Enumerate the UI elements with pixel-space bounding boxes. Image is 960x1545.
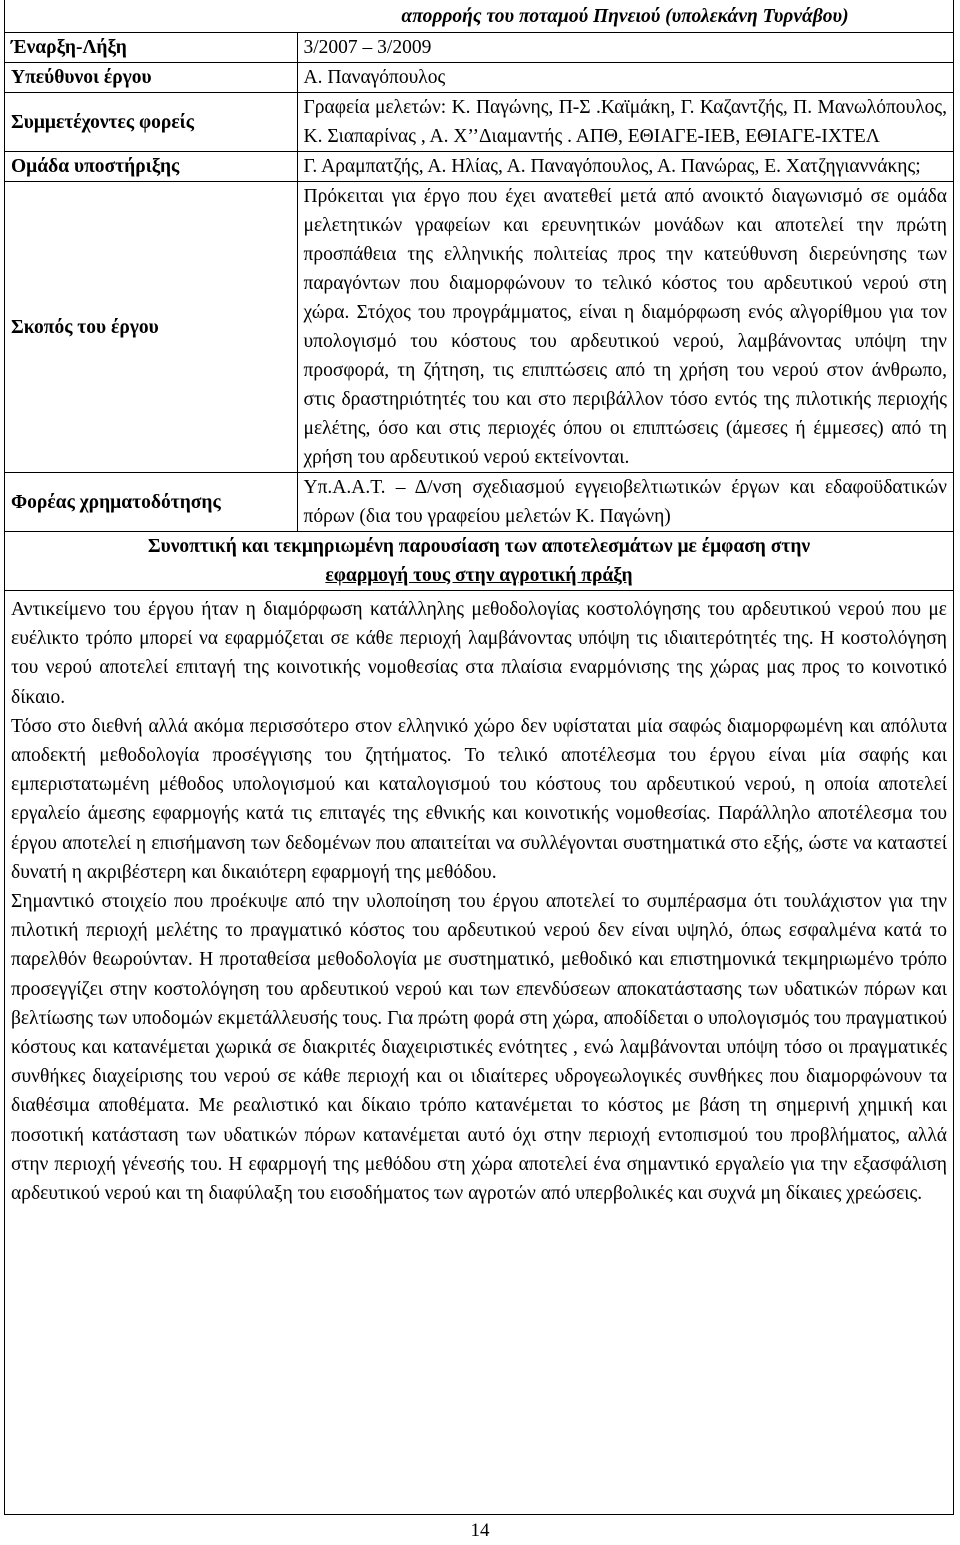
row-label-funding: Φορέας χρηματοδότησης — [5, 473, 297, 532]
table-row — [5, 152, 953, 182]
page-number: 14 — [470, 1520, 490, 1541]
table-row — [5, 473, 953, 532]
table-row — [5, 182, 953, 473]
document-page — [4, 0, 954, 1515]
section-heading-line2: εφαρμογή τους στην αγροτική πράξη — [325, 565, 633, 586]
table-row — [5, 93, 953, 152]
table-title-row — [5, 0, 953, 33]
project-info-table — [5, 0, 953, 591]
row-value-participants: Γραφεία μελετών: Κ. Παγώνης, Π-Σ .Καϊμάκη, Γ. Καζαντζής, Π. Μανωλόπουλος, Κ. Σιαπαρίνας , Α. Χ’’Διαμαντής . ΑΠΘ, ΕΘΙΑΓΕ-ΙΕΒ, ΕΘΙΑΓΕ-ΙΧΤΕΛ — [297, 93, 953, 152]
paragraph: Τόσο στο διεθνή αλλά ακόμα περισσότερο στον ελληνικό χώρο δεν υφίσταται μία σαφώς διαμορφωμένη και απόλυτα αποδεκτή μεθοδολογία προσέγγισης του ζητήματος. Το τελικό αποτέλεσμα του έργου είναι μία σαφής και εμπεριστατωμένη μέθοδος υπολογισμού και καταλογισμού του κόστους του αρδευτικού νερού, η οποία αποτελεί εργαλείο άμεσης εφαρμογής κατά τις επιταγές της εθνικής και κοινοτικής νομοθεσίας. Παράλληλο αποτέλεσμα του έργου αποτελεί η επισήμανση των δεδομένων που απαιτείται να συλλέγονται συστηματικά στο εξής, ώστε να καταστεί δυνατή η ακριβέστερη και δικαιότερη εφαρμογή της μεθόδου. — [11, 715, 947, 883]
row-value-purpose: Πρόκειται για έργο που έχει ανατεθεί μετά από ανοικτό διαγωνισμό σε ομάδα μελετητικών γραφείων και ερευνητικών μονάδων και αποτελεί την πρώτη προσπάθεια της ελληνικής πολιτείας προς την κατεύθυνση διερεύνησης των παραγόντων που διαμορφώνουν το τελικό κόστος του αρδευτικού νερού στη χώρα. Στόχος του προγράμματος, είναι η διαμόρφωση ενός αλγορίθμου για τον υπολογισμό του κόστους του αρδευτικού νερού, λαμβάνοντας υπόψη την προσφορά, τη ζήτηση, τις επιπτώσεις από τη χρήση του νερού στον άνθρωπο, στις δραστηριότητές του και στο περιβάλλον τόσο εντός της πιλοτικής περιοχής μελέτης, όσο και στις περιοχές όπου οι επιπτώσεις (άμεσες ή έμμεσες) από τη χρήση του αρδευτικού νερού εκτείνονται. — [297, 182, 953, 473]
table-row — [5, 63, 953, 93]
row-label-support-team: Ομάδα υποστήριξης — [5, 152, 297, 182]
row-value-funding: Υπ.Α.Α.Τ. – Δ/νση σχεδιασμού εγγειοβελτιωτικών έργων και εδαφοϋδατικών πόρων (δια του γραφείου μελετών Κ. Παγώνη) — [297, 473, 953, 532]
section-heading — [5, 532, 953, 591]
row-label-responsible: Υπεύθυνοι έργου — [5, 63, 297, 93]
results-body — [5, 591, 953, 1208]
project-title: απορροής του ποταμού Πηνειού (υπολεκάνη Τυρνάβου) — [297, 0, 953, 33]
paragraph: Αντικείμενο του έργου ήταν η διαμόρφωση κατάλληλης μεθοδολογίας κοστολόγησης του αρδευτικού νερού που με ευέλικτο τρόπο μπορεί να εφαρμόζεται σε κάθε περιοχή λαμβάνοντας υπόψη τις ιδιαιτερότητές της. Η κοστολόγηση του νερού αποτελεί επιταγή της κοινοτικής νομοθεσίας στα πλαίσια εναρμόνισης της χώρας μας προς το κοινοτικό δίκαιο. — [11, 599, 947, 708]
row-value-support-team: Γ. Αραμπατζής, Α. Ηλίας, Α. Παναγόπουλος, Α. Πανώρας, Ε. Χατζηγιαννάκης; — [297, 152, 953, 182]
row-value-responsible: Α. Παναγόπουλος — [297, 63, 953, 93]
row-label-duration: Έναρξη-Λήξη — [5, 33, 297, 63]
section-heading-row — [5, 532, 953, 591]
row-value-duration: 3/2007 – 3/2009 — [297, 33, 953, 63]
row-label-participants: Συμμετέχοντες φορείς — [5, 93, 297, 152]
section-heading-line1: Συνοπτική και τεκμηριωμένη παρουσίαση των αποτελεσμάτων με έμφαση στην — [147, 536, 811, 557]
paragraph: Σημαντικό στοιχείο που προέκυψε από την υλοποίηση του έργου αποτελεί το συμπέρασμα ότι τουλάχιστον για την πιλοτική περιοχή μελέτης το πραγματικό κόστος του αρδευτικού νερού δεν είναι υψηλό, όπως εσφαλμένα κατά το παρελθόν θεωρούνταν. Η προταθείσα μεθοδολογία με συστηματικό, μεθοδικό και επιστημονικά τεκμηριωμένο τρόπο προσεγγίζει στην κοστολόγηση του αρδευτικού νερού και των επενδύσεων αποκατάστασης των υδατικών πόρων και βελτίωσης των υποδομών εκμετάλλευσής τους. Για πρώτη φορά στη χώρα, αποδίδεται ο υπολογισμός του πραγματικού κόστους και κατανέμεται χωρικά σε διακριτές διαχειριστικές ενότητες , ενώ λαμβάνονται υπόψη τόσο οι πραγματικές συνθήκες διαχείρισης του νερού σε κάθε περιοχή και οι ιδιαίτερες υδρογεωλογικές συνθήκες που διαμορφώνουν τα διαθέσιμα αποθέματα. Με ρεαλιστικό και δίκαιο τρόπο κατανέμεται το κόστος με βάση τη σημερινή χημική και ποσοτική κατάσταση των υδατικών πόρων κατανέμεται αυτό όχι στην περιοχή εντοπισμού του προβλήματος, αλλά στην περιοχή γένεσής του. Η εφαρμογή της μεθόδου στη χώρα αποτελεί ένα σημαντικό εργαλείο για την εξασφάλιση αρδευτικού νερού και τη διαφύλαξη του εισοδήματος των αγροτών από υπερβολικές και συχνά μη δίκαιες χρεώσεις. — [11, 891, 947, 1205]
row-label-purpose: Σκοπός του έργου — [5, 182, 297, 473]
table-row — [5, 33, 953, 63]
